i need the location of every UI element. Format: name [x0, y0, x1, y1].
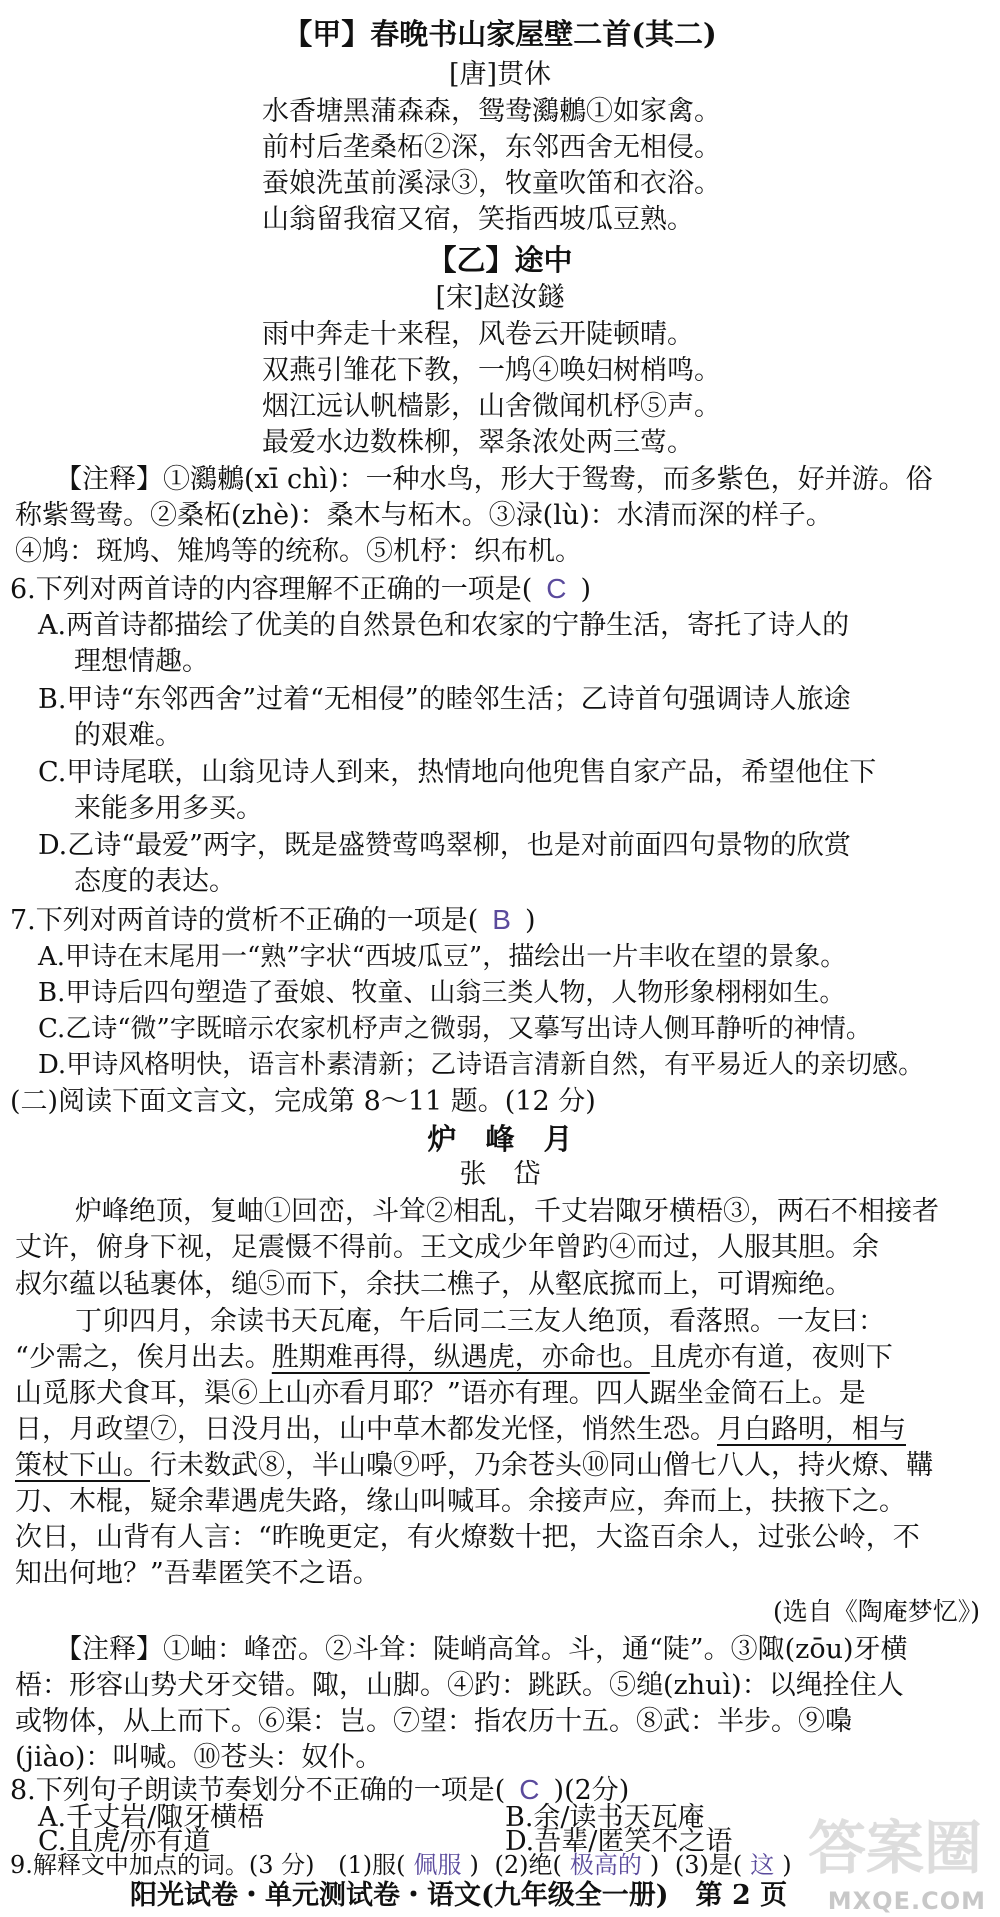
option-line: C.甲诗尾联，山翁见诗人到来，热情地向他兜售自家产品，希望他住下 [38, 757, 877, 788]
question-6 [10, 569, 591, 610]
option-line: D.乙诗“最爱”两字，既是盛赞莺鸣翠柳，也是对前面四句景物的欣赏 [38, 830, 851, 861]
essay-text: 且虎亦有道，夜则下 [649, 1342, 893, 1373]
essay-line: 山觅豚犬食耳，渠⑥上山亦看月耶？”语亦有理。四人踞坐金简石上。是 [15, 1378, 866, 1409]
watermark-logo: 答案圈 [807, 1814, 982, 1882]
option-line: A.两首诗都描绘了优美的自然景色和农家的宁静生活，寄托了诗人的 [38, 610, 850, 641]
option-line: B.甲诗“东邻西舍”过着“无相侵”的睦邻生活；乙诗首句强调诗人旅途 [38, 684, 851, 715]
option-line: A.甲诗在末尾用一“熟”字状“西坡瓜豆”，描绘出一片丰收在望的景象。 [38, 942, 847, 972]
answer-text: 这 [750, 1852, 775, 1879]
essay-text: 日，月政望⑦，日没月出，山中草木都发光怪，悄然生恐。 [15, 1414, 717, 1445]
q9-item [675, 1851, 792, 1879]
q9-item [338, 1851, 479, 1879]
poem-b-line: 双燕引雏花下教，一鸠④唤妇树梢鸣。 [262, 355, 721, 386]
answer-text: 极高的 [569, 1852, 642, 1879]
essay-line [15, 1446, 933, 1486]
bracket-close: ) [580, 574, 592, 605]
essay-line: 丁卯四月，余读书天瓦庵，午后同二三友人绝顶，看落照。一友曰： [75, 1306, 885, 1337]
option-line: D.甲诗风格明快，语言朴素清新；乙诗语言清新自然，有平易近人的亲切感。 [38, 1050, 925, 1080]
option-line: 来能多用多买。 [74, 793, 263, 824]
poem-b-line: 雨中奔走十来程，风卷云开陡顿晴。 [262, 319, 694, 350]
option-line: C.且虎/亦有道 [38, 1826, 211, 1857]
notes-line: 【注释】①岫：峰峦。②斗耸：陡峭高耸。斗，通“陡”。③陬(zōu)牙横 [55, 1634, 908, 1665]
essay-title: 炉 峰 月 [427, 1122, 573, 1156]
poem-a-line: 水香塘黑蒲森森，鸳鸯鸂鶒①如家禽。 [262, 96, 721, 127]
poem-a-line: 前村后垄桑柘②深，东邻西舍无相侵。 [262, 132, 721, 163]
essay-author: 张 岱 [459, 1159, 541, 1190]
essay-line [15, 1338, 893, 1378]
q9-item [495, 1851, 660, 1879]
poem-a-line: 蚕娘洗茧前溪渌③，牧童吹笛和衣浴。 [262, 168, 721, 199]
option-line: C.乙诗“微”字既暗示农家机杼声之微弱，又摹写出诗人侧耳静听的神情。 [38, 1014, 872, 1044]
q9-label: (1)服( [338, 1851, 406, 1879]
notes-line: 【注释】①鸂鶒(xī chì)：一种水鸟，形大于鸳鸯，而多紫色，好并游。俗 [55, 464, 933, 495]
page-footer: 阳光试卷・单元测试卷・语文(九年级全一册) 第 2 页 [130, 1880, 788, 1911]
essay-line: 叔尔蕴以毡裹体，缒⑤而下，余扶二樵子，从壑底搲而上，可谓痴绝。 [15, 1269, 852, 1300]
question-stem: 8.下列句子朗读节奏划分不正确的一项是( [10, 1775, 506, 1806]
question-7 [10, 900, 536, 941]
bracket-close: )(2分) [553, 1775, 630, 1806]
essay-line: 丈许，俯身下视，足震慑不得前。王文成少年曾趵④而过，人服其胆。余 [15, 1232, 879, 1263]
notes-line: 称紫鸳鸯。②桑柘(zhè)：桑木与柘木。③渌(lù)：水清而深的样子。 [15, 500, 833, 531]
essay-line [15, 1410, 906, 1450]
poem-b-line: 最爱水边数株柳，翠条浓处两三莺。 [262, 427, 694, 458]
notes-line: ④鸠：斑鸠、雉鸠等的统称。⑤机杼：织布机。 [15, 536, 582, 567]
poem-a-line: 山翁留我宿又宿，笑指西坡瓜豆熟。 [262, 204, 694, 235]
essay-source: (选自《陶庵梦忆》) [772, 1597, 980, 1626]
poem-a-author: [唐]贯休 [448, 59, 552, 90]
bracket-close: ) [469, 1851, 479, 1879]
answer-choice: C [519, 1774, 540, 1805]
poem-b-author: [宋]赵汝鐩 [435, 282, 565, 313]
option-line: D.吾辈/匿笑不之语 [505, 1826, 733, 1857]
question-stem: 6.下列对两首诗的内容理解不正确的一项是( [10, 574, 533, 605]
poem-b-line: 烟江远认帆樯影，山舍微闻机杼⑤声。 [262, 391, 721, 422]
underlined-sentence: 胜期难再得，纵遇虎，亦命也。 [271, 1342, 650, 1373]
option-line: B.余/读书天瓦庵 [505, 1802, 705, 1833]
option-line: B.甲诗后四句塑造了蚕娘、牧童、山翁三类人物，人物形象栩栩如生。 [38, 978, 846, 1008]
notes-line: 或物体，从上而下。⑥渠：岂。⑦望：指农历十五。⑧武：半步。⑨嘄 [15, 1706, 852, 1737]
bracket-close: ) [649, 1851, 660, 1879]
bracket-close: ) [524, 905, 536, 936]
option-line: 的艰难。 [74, 720, 182, 751]
q9-label: (3)是( [674, 1851, 743, 1879]
q9-label: (2)绝( [494, 1851, 562, 1879]
notes-line: 梧：形容山势犬牙交错。陬，山脚。④趵：跳跃。⑤缒(zhuì)：以绳拴住人 [15, 1670, 904, 1701]
poem-b-title: 【乙】途中 [427, 243, 573, 277]
question-stem: 9.解释文中加点的词。(3 分) [10, 1851, 315, 1879]
question-stem: 7.下列对两首诗的赏析不正确的一项是( [10, 905, 479, 936]
option-line: 态度的表达。 [74, 866, 236, 897]
option-line: 理想情趣。 [74, 646, 209, 677]
essay-line: 刀、木棍，疑余辈遇虎失路，缘山叫喊耳。余接声应，奔而上，扶掖下之。 [15, 1486, 906, 1517]
answer-choice: B [492, 904, 511, 935]
bracket-close: ) [782, 1851, 792, 1879]
notes-line: (jiào)：叫喊。⑩苍头：奴仆。 [15, 1742, 383, 1773]
essay-line: 炉峰绝顶，复岫①回峦，斗耸②相乱，千丈岩陬牙横梧③，两石不相接者 [75, 1196, 939, 1227]
answer-text: 佩服 [413, 1852, 462, 1879]
option-line: A.千丈岩/陬牙横梧 [38, 1802, 265, 1833]
section-heading: (二)阅读下面文言文，完成第 8～11 题。(12 分) [10, 1086, 596, 1117]
essay-line: 次日，山背有人言：“昨晚更定，有火燎数十把，大盗百余人，过张公岭，不 [15, 1522, 920, 1553]
poem-a-title: 【甲】春晚书山家屋壁二首(其二) [283, 17, 717, 51]
essay-text: 行未数武⑧，半山嘄⑨呼，乃余苍头⑩同山僧七八人，持火燎、鞲 [150, 1450, 933, 1481]
essay-line: 知出何地？”吾辈匿笑不之语。 [15, 1558, 380, 1589]
underlined-sentence: 月白路明，相与 [717, 1414, 906, 1445]
watermark-text: MXQE.COM [827, 1887, 986, 1915]
watermark [792, 1805, 992, 1915]
underlined-sentence: 策杖下山。 [15, 1450, 150, 1481]
answer-choice: C [546, 573, 567, 604]
essay-text: “少需之，俟月出去。 [15, 1342, 272, 1373]
